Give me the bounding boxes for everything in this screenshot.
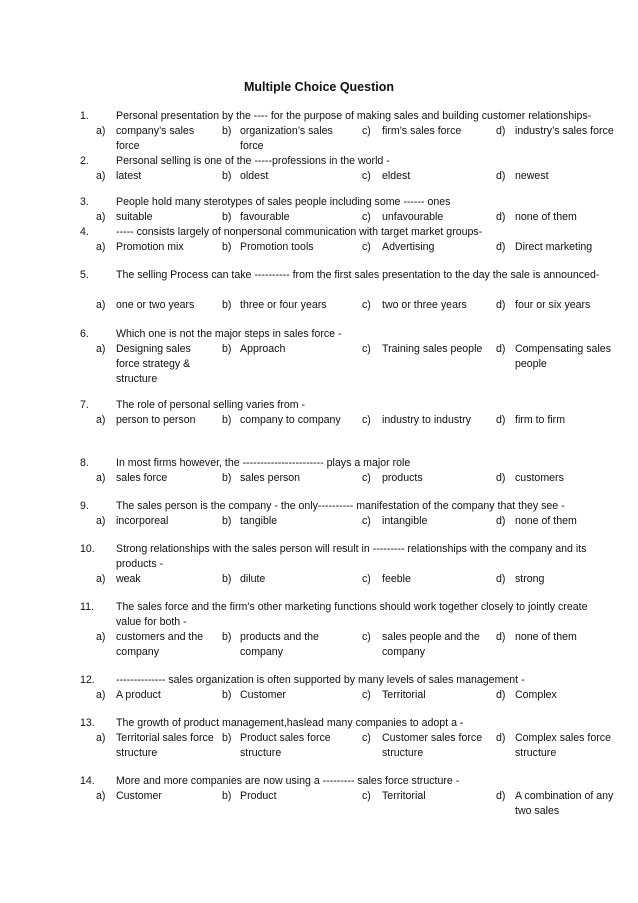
option-c-letter: c): [362, 414, 371, 426]
question-number: 10.: [80, 543, 95, 555]
option-d-letter: d): [496, 573, 506, 585]
option-b-letter: b): [222, 414, 232, 426]
question-row: [0, 327, 638, 342]
question-14: [0, 774, 638, 819]
option-a-letter: a): [96, 689, 106, 701]
question-4: [0, 225, 638, 255]
option-a-letter: a): [96, 170, 106, 182]
option-c-text: firm’s sales force: [382, 125, 462, 137]
option-a-letter: a): [96, 211, 106, 223]
question-text: The sales force and the firm’s other marketing functions should work together closely to jointly create value for both -: [116, 601, 588, 628]
question-7: [0, 398, 638, 443]
option-d-letter: d): [496, 241, 506, 253]
option-d-text: Direct marketing: [515, 241, 593, 253]
question-row: [0, 109, 638, 124]
option-a-letter: a): [96, 125, 106, 137]
option-d-text: none of them: [515, 631, 577, 643]
option-c-letter: c): [362, 125, 371, 137]
question-10: [0, 542, 638, 587]
options-row: [0, 298, 638, 328]
question-text: Personal presentation by the ---- for the purpose of making sales and building customer relationships-: [116, 110, 592, 122]
option-d-letter: d): [496, 125, 506, 137]
options-row: [0, 413, 638, 443]
options-row: [0, 124, 638, 154]
option-b-letter: b): [222, 211, 232, 223]
options-row: [0, 572, 638, 587]
question-number: 14.: [80, 775, 95, 787]
options-row: [0, 630, 638, 660]
question-row: [0, 456, 638, 471]
option-d-text: firm to firm: [515, 414, 566, 426]
option-d-text: customers: [515, 472, 564, 484]
option-d-text: Compensating sales people: [515, 343, 611, 370]
question-number: 1.: [80, 110, 89, 122]
option-b-letter: b): [222, 631, 232, 643]
option-c-letter: c): [362, 170, 371, 182]
option-a-letter: a): [96, 790, 106, 802]
option-d-text: four or six years: [515, 299, 591, 311]
option-d-letter: d): [496, 689, 506, 701]
option-b-letter: b): [222, 343, 232, 355]
option-b-text: organization’s sales force: [240, 125, 333, 152]
option-c-text: Advertising: [382, 241, 435, 253]
option-a-text: one or two years: [116, 299, 195, 311]
question-row: [0, 774, 638, 789]
option-b-letter: b): [222, 125, 232, 137]
question-5: [0, 268, 638, 328]
question-row: [0, 600, 638, 630]
option-d-letter: d): [496, 299, 506, 311]
option-c-text: feeble: [382, 573, 411, 585]
option-c-letter: c): [362, 241, 371, 253]
question-row: [0, 195, 638, 210]
option-a-text: sales force: [116, 472, 168, 484]
question-number: 5.: [80, 269, 89, 281]
question-text: -------------- sales organization is often supported by many levels of sales management -: [116, 674, 525, 686]
option-b-text: Product: [240, 790, 277, 802]
option-c-letter: c): [362, 790, 371, 802]
question-text: The selling Process can take ---------- from the first sales presentation to the day the sale is announced-: [116, 269, 600, 281]
question-text: People hold many sterotypes of sales people including some ------ ones: [116, 196, 451, 208]
option-a-text: incorporeal: [116, 515, 169, 527]
question-text: Personal selling is one of the -----professions in the world -: [116, 155, 390, 167]
question-text: In most firms however, the ----------------------- plays a major role: [116, 457, 411, 469]
option-c-text: Customer sales force structure: [382, 732, 483, 759]
question-row: [0, 542, 638, 572]
option-b-letter: b): [222, 515, 232, 527]
options-row: [0, 342, 638, 387]
question-text: The growth of product management,haslead many companies to adopt a -: [116, 717, 464, 729]
option-a-letter: a): [96, 631, 106, 643]
question-row: [0, 499, 638, 514]
option-c-letter: c): [362, 343, 371, 355]
option-c-text: industry to industry: [382, 414, 471, 426]
option-b-text: oldest: [240, 170, 269, 182]
option-b-letter: b): [222, 573, 232, 585]
option-c-letter: c): [362, 472, 371, 484]
option-a-text: latest: [116, 170, 142, 182]
question-number: 11.: [80, 601, 94, 613]
option-d-text: industry’s sales force: [515, 125, 614, 137]
question-8: [0, 456, 638, 486]
question-text: More and more companies are now using a --------- sales force structure -: [116, 775, 460, 787]
question-number: 3.: [80, 196, 89, 208]
option-c-letter: c): [362, 211, 371, 223]
option-a-text: person to person: [116, 414, 196, 426]
page-title: Multiple Choice Question: [243, 80, 394, 94]
question-row: [0, 398, 638, 413]
option-d-letter: d): [496, 631, 506, 643]
question-13: [0, 716, 638, 761]
options-row: [0, 514, 638, 529]
option-d-letter: d): [496, 170, 506, 182]
option-b-letter: b): [222, 472, 232, 484]
options-row: [0, 688, 638, 703]
options-row: [0, 789, 638, 819]
options-row: [0, 471, 638, 486]
question-1: [0, 109, 638, 154]
question-number: 4.: [80, 226, 89, 238]
option-a-text: Designing sales force strategy & structure: [116, 343, 191, 385]
option-d-text: Complex: [515, 689, 557, 701]
question-row: [0, 268, 638, 298]
option-a-text: A product: [116, 689, 161, 701]
option-c-letter: c): [362, 299, 371, 311]
options-row: [0, 731, 638, 761]
option-b-text: tangible: [240, 515, 278, 527]
question-9: [0, 499, 638, 529]
options-row: [0, 240, 638, 255]
question-number: 6.: [80, 328, 89, 340]
option-c-text: two or three years: [382, 299, 467, 311]
option-d-text: none of them: [515, 515, 577, 527]
option-d-letter: d): [496, 515, 506, 527]
option-c-text: Training sales people: [382, 343, 483, 355]
option-b-text: favourable: [240, 211, 290, 223]
option-b-text: Customer: [240, 689, 286, 701]
question-row: [0, 154, 638, 169]
option-a-text: Territorial sales force structure: [116, 732, 214, 759]
option-c-text: unfavourable: [382, 211, 444, 223]
question-number: 2.: [80, 155, 89, 167]
question-12: [0, 673, 638, 703]
question-number: 7.: [80, 399, 89, 411]
question-2: [0, 154, 638, 184]
option-b-text: dilute: [240, 573, 266, 585]
option-a-text: Promotion mix: [116, 241, 184, 253]
option-b-letter: b): [222, 790, 232, 802]
option-d-text: A combination of any two sales: [515, 790, 614, 817]
option-a-letter: a): [96, 241, 106, 253]
option-b-text: products and the company: [240, 631, 319, 658]
option-b-letter: b): [222, 299, 232, 311]
option-d-text: newest: [515, 170, 549, 182]
option-b-letter: b): [222, 732, 232, 744]
option-d-letter: d): [496, 414, 506, 426]
option-b-text: company to company: [240, 414, 341, 426]
question-number: 8.: [80, 457, 89, 469]
question-number: 13.: [80, 717, 95, 729]
option-a-letter: a): [96, 515, 106, 527]
option-a-letter: a): [96, 732, 106, 744]
option-a-letter: a): [96, 573, 106, 585]
option-a-letter: a): [96, 299, 106, 311]
option-d-letter: d): [496, 472, 506, 484]
option-c-letter: c): [362, 689, 371, 701]
option-b-letter: b): [222, 689, 232, 701]
option-a-text: weak: [116, 573, 141, 585]
question-11: [0, 600, 638, 660]
option-c-text: Territorial: [382, 689, 426, 701]
question-6: [0, 327, 638, 387]
option-c-text: Territorial: [382, 790, 426, 802]
option-a-letter: a): [96, 472, 106, 484]
option-b-text: Product sales force structure: [240, 732, 331, 759]
question-text: Which one is not the major steps in sales force -: [116, 328, 342, 340]
option-c-text: intangible: [382, 515, 428, 527]
question-text: Strong relationships with the sales person will result in --------- relationships with the company and its products -: [116, 543, 587, 570]
option-a-text: suitable: [116, 211, 153, 223]
question-row: [0, 225, 638, 240]
option-b-letter: b): [222, 241, 232, 253]
question-row: [0, 673, 638, 688]
option-c-text: products: [382, 472, 423, 484]
option-b-text: three or four years: [240, 299, 327, 311]
option-b-text: sales person: [240, 472, 301, 484]
option-d-letter: d): [496, 343, 506, 355]
option-c-text: eldest: [382, 170, 411, 182]
options-row: [0, 210, 638, 225]
option-d-letter: d): [496, 732, 506, 744]
question-number: 12.: [80, 674, 95, 686]
option-b-text: Approach: [240, 343, 286, 355]
option-c-letter: c): [362, 732, 371, 744]
option-c-letter: c): [362, 631, 371, 643]
option-a-text: company’s sales force: [116, 125, 195, 152]
option-d-text: strong: [515, 573, 545, 585]
option-c-letter: c): [362, 573, 371, 585]
option-d-text: Complex sales force structure: [515, 732, 611, 759]
option-d-letter: d): [496, 790, 506, 802]
question-text: ----- consists largely of nonpersonal communication with target market groups-: [116, 226, 483, 238]
option-a-text: Customer: [116, 790, 162, 802]
option-d-text: none of them: [515, 211, 577, 223]
question-number: 9.: [80, 500, 89, 512]
option-c-text: sales people and the company: [382, 631, 480, 658]
options-row: [0, 169, 638, 184]
option-a-letter: a): [96, 343, 106, 355]
question-text: The sales person is the company - the only---------- manifestation of the company that they see -: [116, 500, 565, 512]
question-3: [0, 195, 638, 225]
option-a-letter: a): [96, 414, 106, 426]
option-a-text: customers and the company: [116, 631, 204, 658]
question-text: The role of personal selling varies from -: [116, 399, 306, 411]
option-c-letter: c): [362, 515, 371, 527]
question-row: [0, 716, 638, 731]
option-b-letter: b): [222, 170, 232, 182]
option-b-text: Promotion tools: [240, 241, 314, 253]
option-d-letter: d): [496, 211, 506, 223]
